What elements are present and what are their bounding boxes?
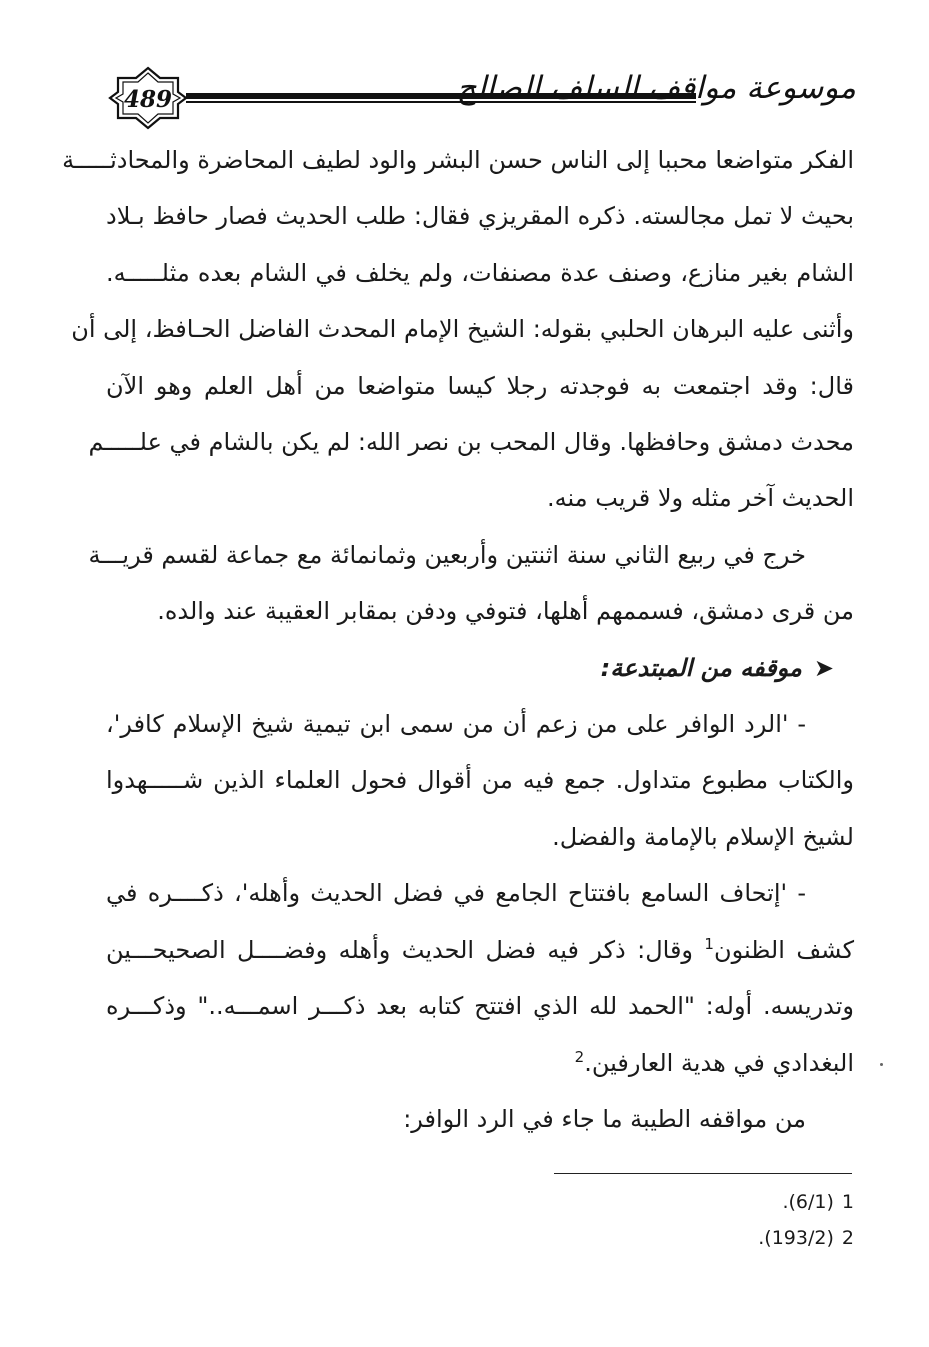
page-number: 489 [123,86,172,113]
page-number-badge [108,66,188,130]
text-line [106,922,854,978]
footnote-ref: 1 [704,934,714,953]
text-line: من قرى دمشق، فسممهم أهلها، فتوفي ودفن بمقابر العقيبة عند والده. [157,597,854,626]
footnote-text: (193/2). [758,1227,834,1249]
text-span: وقال: ذكر فيه فضل الحديث وأهله وفضــــل الصحيحـــين [106,935,705,964]
footnote-ref: 2 [574,1047,585,1066]
text-line: الشام بغير منازع، وصنف عدة مصنفات، ولم يخلف في الشام بعده مثلـــــه. [106,258,854,287]
footnote-mark: 2 [841,1227,854,1249]
text-line: قال: وقد اجتمعت به فوجدته رجلا كيسا متواضعا من أهل العلم وهو الآن [106,371,854,400]
text-line: والكتاب مطبوع متداول. جمع فيه من أقوال فحول العلماء الذين شـــــهدوا [106,766,854,795]
footnote-divider [554,1173,852,1174]
text-line: لشيخ الإسلام بالإمامة والفضل. [552,822,854,851]
text-line: وأثنى عليه البرهان الحلبي بقوله: الشيخ الإمام المحدث الفاضل الحـافظ، إلى أن [71,315,854,344]
footnote-text: (6/1). [782,1191,834,1213]
text-span: كشف الظنون [713,935,854,964]
text-line: بحيث لا تمل مجالسته. ذكره المقريزي فقال: طلب الحديث فصار حافظ بـلاد [106,202,854,231]
footnote [554,1184,854,1220]
text-line: - 'إتحاف السامع بافتتاح الجامع في فضل الحديث وأهله'، ذكــــره في [106,879,806,908]
series-title: موسوعة مواقف السلف الصالح [456,70,856,106]
text-line: الفكر متواضعا محببا إلى الناس حسن البشر والود لطيف المحاضرة والمحادثـــــة [62,146,854,174]
text-line: الحديث آخر مثله ولا قريب منه. [547,484,854,513]
text-line: - 'الرد الوافر على من زعم أن من سمى ابن تيمية شيخ الإسلام كافر'، [106,710,806,739]
section-heading [106,640,854,696]
text-line: من مواقفه الطيبة ما جاء في الرد الوافر: [403,1104,806,1133]
text-span: البغدادي في هدية العارفين. [584,1048,854,1077]
section-heading-text: موقفه من المبتدعة: [600,653,802,682]
arrow-bullet-icon: ➤ [813,653,834,682]
footnote [554,1220,854,1256]
text-line: وتدريسه. أوله: "الحمد لله الذي افتتح كتابه بعد ذكـــر اسمـــه.." وذكـــره [106,992,854,1021]
page-header [108,60,860,140]
main-text [62,132,854,1147]
text-line: خرج في ربيع الثاني سنة اثنتين وأربعين وثمانمائة مع جماعة لقسم قريـــة [88,540,806,569]
footnotes [554,1184,854,1256]
text-line: محدث دمشق وحافظها. وقال المحب بن نصر الله: لم يكن بالشام في علـــــم [88,428,854,457]
scan-speck [880,1063,883,1066]
footnote-mark: 1 [841,1191,854,1213]
text-line [106,1035,854,1091]
